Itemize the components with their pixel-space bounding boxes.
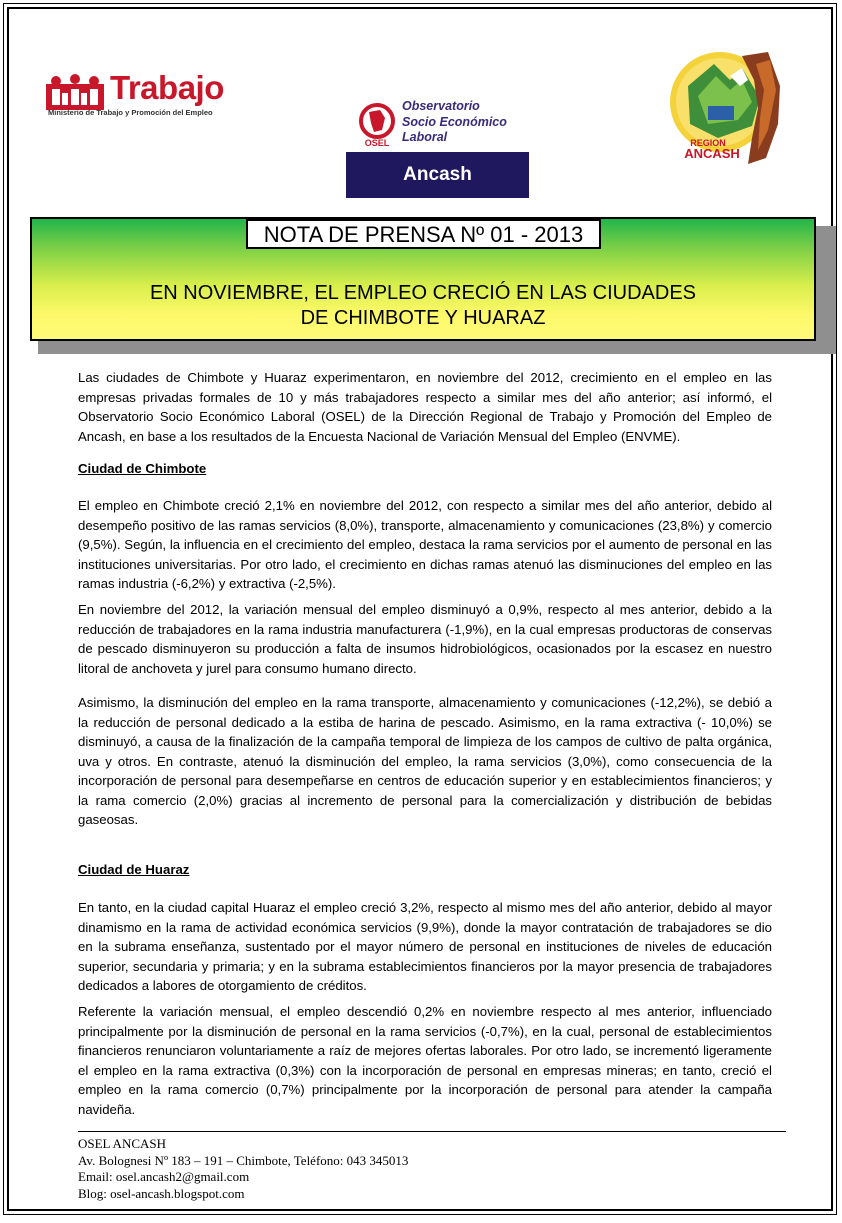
footer-address: Av. Bolognesi Nº 183 – 191 – Chimbote, Teléfono: 043 345013 (78, 1152, 409, 1168)
osel-logo-top (346, 98, 529, 152)
huaraz-paragraph-1: En tanto, en la ciudad capital Huaraz el empleo creció 3,2%, respecto al mismo mes del año anterior, debido al mayor dinamismo en la rama de actividad económica servicios (9,9%), donde la mayor contratación de trabajadores se dio en la subrama enseñanza, sustentado por el mayor número de personal en instituciones de niveles de educación superior, secundaria y primaria; y en la subrama establecimientos financieros por la mayor presencia de trabajadores dedicados a labores de otorgamiento de créditos. (78, 900, 772, 993)
title-box (30, 217, 816, 341)
osel-name (402, 99, 507, 146)
osel-logo (346, 98, 529, 198)
osel-name-line3: Laboral (402, 130, 448, 144)
region-logo-line2: ANCASH (684, 146, 740, 161)
trabajo-logo (46, 70, 266, 120)
people-icon (46, 74, 106, 110)
chimbote-paragraph-1: El empleo en Chimbote creció 2,1% en noviembre del 2012, con respecto a similar mes del año anterior, debido al desempeño positivo de las ramas servicios (8,0%), transporte, almacenamiento y comunicaciones (23,8%) y comercio (9,5%). Según, la influencia en el crecimiento del empleo, destaca la rama servicios por el aumento de personal en las instituciones universitarias. Por otro lado, el crecimiento en dichas ramas atenuó las disminuciones del empleo en las ramas industria (-6,2%) y extractiva (-2,5%). (78, 498, 772, 591)
chimbote-heading: Ciudad de Chimbote (78, 461, 207, 476)
headline-line2: DE CHIMBOTE Y HUARAZ (300, 307, 546, 329)
intro-paragraph: Las ciudades de Chimbote y Huaraz experimentaron, en noviembre del 2012, crecimiento en el empleo en las empresas privadas formales de 10 y más trabajadores respecto a similar mes del año anterior; así informó, el Observatorio Socio Económico Laboral (OSEL) de la Dirección Regional de Trabajo y Promoción del Empleo de Ancash, en base a los resultados de la Encuesta Nacional de Variación Mensual del Empleo (ENVME). (78, 370, 772, 444)
osel-name-line2: Socio Económico (402, 114, 507, 129)
footer (78, 1136, 408, 1202)
headline (32, 281, 814, 331)
trabajo-wordmark: Trabajo (110, 69, 224, 106)
footer-blog[interactable]: Blog: osel-ancash.blogspot.com (78, 1185, 245, 1201)
osel-seal-text: OSEL (364, 138, 390, 148)
footer-email[interactable]: Email: osel.ancash2@gmail.com (78, 1169, 250, 1184)
region-logo-line1: REGION (690, 138, 726, 148)
osel-name-line1: Observatorio (402, 99, 480, 113)
huaraz-heading: Ciudad de Huaraz (78, 862, 190, 877)
chimbote-paragraph-3: Asimismo, la disminución del empleo en la rama transporte, almacenamiento y comunicaciones (-12,2%), se debió a la reducción de personal dedicado a la estiba de harina de pescado. Asimismo, en la rama extractiva (- 10,0%) se disminuyó, a causa de la finalización de la campaña temporal de limpieza de los campos de cultivo de palta orgánica, uva y otros. En contraste, atenuó la disminución del empleo, la rama servicios (3,0%), como consecuencia de la incorporación de personal para desempeñarse en centros de educación superior y en establecimientos financieros; y la rama comercio (2,0%) gracias al incremento de personal para la comercialización y distribución de bebidas gaseosas. (78, 695, 772, 827)
trabajo-subtitle: Ministerio de Trabajo y Promoción del Empleo (48, 108, 213, 117)
chimbote-paragraph-2: En noviembre del 2012, la variación mensual del empleo disminuyó a 0,9%, respecto al mes anterior, debido a la reducción de trabajadores en la rama industria manufacturera (-1,9%), en la cual empresas productoras de conservas de pescado disminuyeron su producción a falta de insumos hidrobiológicos, ocasionados por la escasez en nuestro litoral de anchoveta y jurel para consumo humano directo. (78, 602, 772, 676)
footer-org: OSEL ANCASH (78, 1136, 167, 1151)
huaraz-paragraph-2: Referente la variación mensual, el empleo descendió 0,2% en noviembre respecto al mes anterior, influenciado principalmente por la disminución de personal en la rama servicios (-0,7%), en la cual, personal de establecimientos financieros renunciaron voluntariamente a raíz de mejores ofertas laborales. Por otro lado, se incrementó ligeramente el empleo en la rama extractiva (0,3%) con la incorporación de personal en empresas mineras; en tanto, creció el empleo en la rama comercio (0,7%) principalmente por la incorporación de personal para atender la campaña navideña. (78, 1004, 772, 1117)
peru-seal-icon (354, 102, 400, 148)
osel-brand-ancash: Ancash (346, 152, 529, 198)
document-page (3, 3, 837, 1215)
region-ancash-logo (668, 46, 786, 166)
headline-line1: EN NOVIEMBRE, EL EMPLEO CRECIÓ EN LAS CIUDADES (149, 282, 697, 304)
press-release-label: NOTA DE PRENSA Nº 01 - 2013 (246, 219, 601, 249)
footer-divider (78, 1131, 786, 1132)
